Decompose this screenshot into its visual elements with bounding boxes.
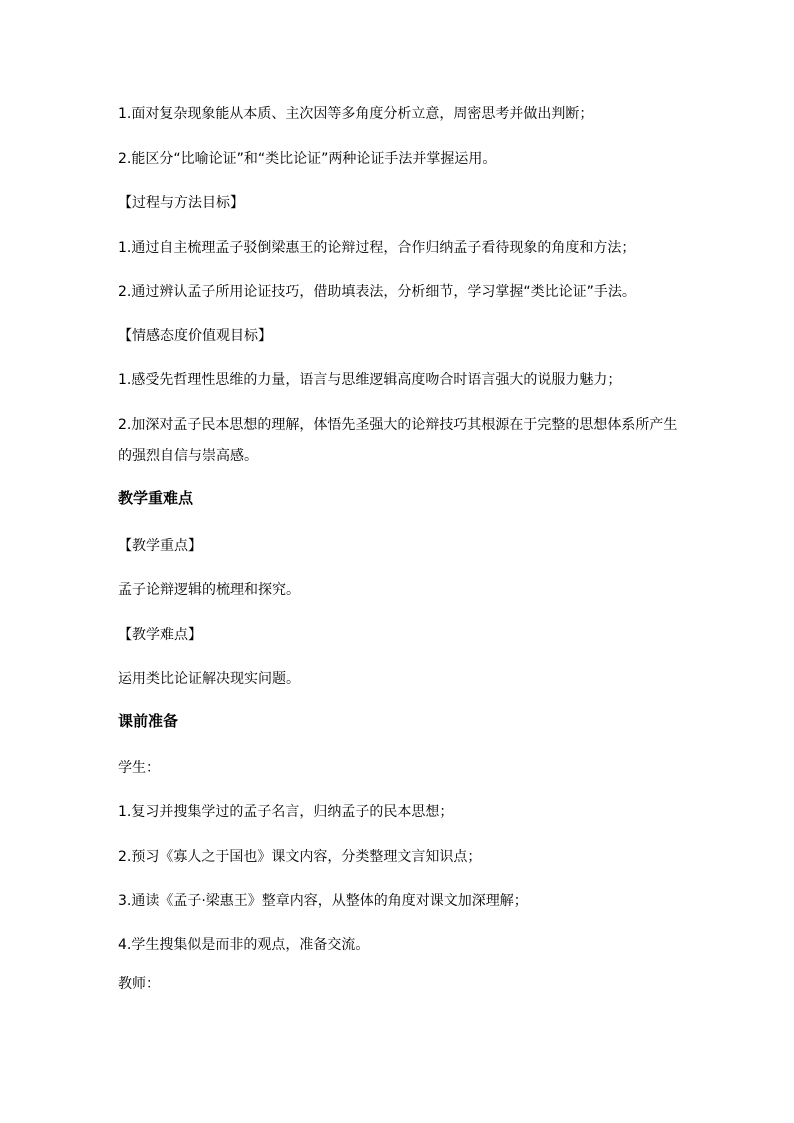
paragraph-student-task-2: 2.预习《寡人之于国也》课文内容，分类整理文言知识点； xyxy=(118,849,482,865)
paragraph-objective-2: 2.能区分“比喻论证”和“类比论证”两种论证手法并掌握运用。 xyxy=(118,151,497,167)
heading-key-difficult-points: 教学重难点 xyxy=(118,489,194,507)
paragraph-key-point: 孟子论辩逻辑的梳理和探究。 xyxy=(118,582,300,598)
paragraph-difficult-point: 运用类比论证解决现实问题。 xyxy=(118,671,300,687)
heading-preparation: 课前准备 xyxy=(118,712,179,730)
paragraph-process-2: 2.通过辨认孟子所用论证技巧，借助填表法，分析细节，学习掌握“类比论证”手法。 xyxy=(118,284,636,300)
section-label-process-method: 【过程与方法目标】 xyxy=(118,195,244,211)
section-label-key-point: 【教学重点】 xyxy=(118,538,202,554)
paragraph-emotion-2-cont: 的强烈自信与崇高感。 xyxy=(118,448,258,464)
paragraph-emotion-2: 2.加深对孟子民本思想的理解，体悟先圣强大的论辩技巧其根源在于完整的思想体系所产生 xyxy=(118,417,678,433)
label-students: 学生： xyxy=(118,760,160,776)
paragraph-student-task-4: 4.学生搜集似是而非的观点，准备交流。 xyxy=(118,937,370,953)
paragraph-process-1: 1.通过自主梳理孟子驳倒梁惠王的论辩过程，合作归纳孟子看待现象的角度和方法； xyxy=(118,240,636,256)
section-label-emotion-values: 【情感态度价值观目标】 xyxy=(118,328,272,344)
label-teacher: 教师： xyxy=(118,976,160,992)
paragraph-emotion-1: 1.感受先哲理性思维的力量，语言与思维逻辑高度吻合时语言强大的说服力魅力； xyxy=(118,372,622,388)
section-label-difficult-point: 【教学难点】 xyxy=(118,627,202,643)
paragraph-objective-1: 1.面对复杂现象能从本质、主次因等多角度分析立意，周密思考并做出判断； xyxy=(118,106,594,122)
paragraph-student-task-1: 1.复习并搜集学过的孟子名言，归纳孟子的民本思想； xyxy=(118,804,454,820)
paragraph-student-task-3: 3.通读《孟子·梁惠王》整章内容，从整体的角度对课文加深理解； xyxy=(118,893,528,909)
